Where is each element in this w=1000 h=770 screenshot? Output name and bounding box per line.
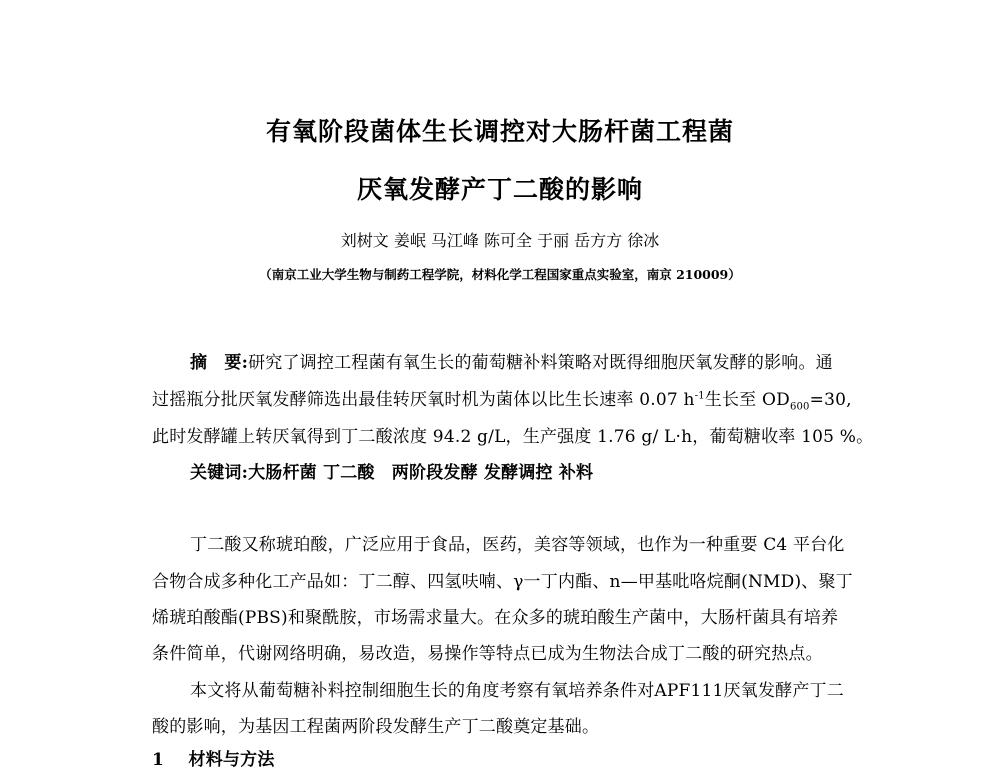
body-p1-line1: 丁二酸又称琥珀酸，广泛应用于食品，医药，美容等领域，也作为一种重要 C4 平台化: [190, 535, 845, 555]
body-p1-line2: 合物合成多种化工产品如：丁二醇、四氢呋喃、γ一丁内酯、n—甲基吡咯烷酮(NMD)、聚丁: [152, 572, 853, 592]
section-number: 1: [152, 750, 165, 770]
abstract-label: 摘 要:: [190, 353, 249, 373]
body-p2-line2: 酸的影响，为基因工程菌两阶段发酵生产丁二酸奠定基础。: [152, 717, 600, 737]
abstract-line1: [190, 348, 833, 373]
section-heading: [152, 745, 275, 770]
abstract-text-line2a: 过摇瓶分批厌氧发酵筛选出最佳转厌氧时机为菌体以比生长速率 0.07 h: [152, 390, 695, 410]
abstract-line2: [152, 385, 852, 412]
affiliation: （南京工业大学生物与制药工程学院，材料化学工程国家重点实验室，南京 210009）: [259, 267, 741, 282]
body-p1-line4: 条件简单，代谢网络明确，易改造，易操作等特点已成为生物法合成丁二酸的研究热点。: [152, 644, 823, 664]
od-subscript: 600: [789, 401, 810, 413]
body-p1-line3: 烯琥珀酸酯(PBS)和聚酰胺，市场需求量大。在众多的琥珀酸生产菌中，大肠杆菌具有培养: [152, 608, 839, 628]
abstract-line3: 此时发酵罐上转厌氧得到丁二酸浓度 94.2 g/L，生产强度 1.76 g/ L·h，葡萄糖收率 105 %。: [152, 427, 874, 447]
paper-title-line2: 厌氧发酵产丁二酸的影响: [356, 175, 643, 204]
abstract-text-line2b: 生长至 OD: [704, 390, 790, 410]
paper-title-line1: 有氧阶段菌体生长调控对大肠杆菌工程菌: [265, 117, 734, 146]
unit-superscript: -1: [694, 390, 705, 402]
author-list: 刘树文 姜岷 马江峰 陈可全 于丽 岳方方 徐冰: [340, 231, 660, 250]
keywords: [190, 458, 593, 483]
keywords-label: 关键词:: [190, 463, 249, 483]
abstract-text-line2c: =30,: [809, 390, 852, 410]
keywords-text: 大肠杆菌 丁二酸 两阶段发酵 发酵调控 补料: [248, 463, 594, 483]
section-title: 材料与方法: [188, 750, 275, 770]
abstract-text-line1: 研究了调控工程菌有氧生长的葡萄糖补料策略对既得细胞厌氧发酵的影响。通: [248, 353, 833, 373]
body-p2-line1: 本文将从葡萄糖补料控制细胞生长的角度考察有氧培养条件对APF111厌氧发酵产丁二: [190, 681, 844, 701]
